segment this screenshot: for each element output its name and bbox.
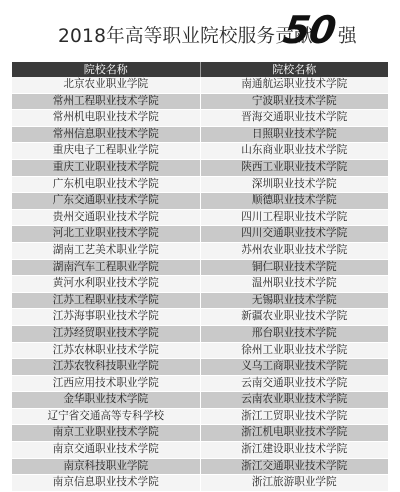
college-name-left: 重庆工业职业技术学院 xyxy=(12,159,200,176)
table-row xyxy=(12,93,388,110)
college-name-left: 贵州交通职业技术学院 xyxy=(12,209,200,226)
table-header-row xyxy=(12,62,388,77)
college-name-right: 云南农业职业技术学院 xyxy=(200,392,388,409)
college-name-left: 江西应用技术职业学院 xyxy=(12,375,200,392)
table-row xyxy=(12,309,388,326)
college-name-right: 晋海交通职业技术学院 xyxy=(200,110,388,127)
college-name-right: 四川工程职业技术学院 xyxy=(200,209,388,226)
college-name-right: 苏州农业职业技术学院 xyxy=(200,242,388,259)
college-name-left: 江苏农牧科技职业学院 xyxy=(12,359,200,376)
table-row xyxy=(12,176,388,193)
college-name-left: 常州工程职业技术学院 xyxy=(12,93,200,110)
college-name-left: 南京科技职业学院 xyxy=(12,458,200,475)
college-name-right: 温州职业技术学院 xyxy=(200,276,388,293)
table-row xyxy=(12,408,388,425)
college-name-left: 广东交通职业技术学院 xyxy=(12,193,200,210)
college-name-right: 山东商业职业技术学院 xyxy=(200,143,388,160)
table-row xyxy=(12,110,388,127)
college-name-right: 深圳职业技术学院 xyxy=(200,176,388,193)
college-name-left: 黄河水利职业技术学院 xyxy=(12,276,200,293)
table-row xyxy=(12,375,388,392)
college-name-left: 辽宁省交通高等专科学校 xyxy=(12,408,200,425)
college-name-right: 新疆农业职业技术学院 xyxy=(200,309,388,326)
college-name-right: 铜仁职业技术学院 xyxy=(200,259,388,276)
table-row xyxy=(12,126,388,143)
college-name-right: 陕西工业职业技术学院 xyxy=(200,159,388,176)
college-name-right: 邢台职业技术学院 xyxy=(200,325,388,342)
college-name-left: 江苏海事职业技术学院 xyxy=(12,309,200,326)
college-name-right: 浙江工贸职业技术学院 xyxy=(200,408,388,425)
college-name-right: 浙江建设职业技术学院 xyxy=(200,442,388,459)
college-name-right: 无锡职业技术学院 xyxy=(200,292,388,309)
college-name-left: 南京信息职业技术学院 xyxy=(12,475,200,492)
college-name-right: 四川交通职业技术学院 xyxy=(200,226,388,243)
table-row xyxy=(12,359,388,376)
table-row xyxy=(12,425,388,442)
college-name-right: 徐州工业职业技术学院 xyxy=(200,342,388,359)
college-name-left: 金华职业技术学院 xyxy=(12,392,200,409)
college-name-left: 江苏经贸职业技术学院 xyxy=(12,325,200,342)
table-row xyxy=(12,292,388,309)
college-table xyxy=(12,62,388,492)
college-name-left: 南京交通职业技术学院 xyxy=(12,442,200,459)
title-suffix: 强 xyxy=(338,26,357,47)
college-name-left: 广东机电职业技术学院 xyxy=(12,176,200,193)
college-name-right: 日照职业技术学院 xyxy=(200,126,388,143)
table-row xyxy=(12,193,388,210)
table-row xyxy=(12,77,388,93)
college-name-left: 湖南工艺美术职业学院 xyxy=(12,242,200,259)
table-body xyxy=(12,77,388,491)
college-name-right: 顺德职业技术学院 xyxy=(200,193,388,210)
college-name-right: 义乌工商职业技术学院 xyxy=(200,359,388,376)
table-row xyxy=(12,143,388,160)
college-name-left: 常州机电职业技术学院 xyxy=(12,110,200,127)
college-name-left: 南京工业职业技术学院 xyxy=(12,425,200,442)
table-row xyxy=(12,442,388,459)
table-row xyxy=(12,226,388,243)
column-header-right: 院校名称 xyxy=(200,62,388,77)
college-name-left: 江苏工程职业技术学院 xyxy=(12,292,200,309)
college-name-right: 浙江机电职业技术学院 xyxy=(200,425,388,442)
college-name-left: 河北工业职业技术学院 xyxy=(12,226,200,243)
table-row xyxy=(12,159,388,176)
college-name-left: 湖南汽车工程职业学院 xyxy=(12,259,200,276)
college-name-right: 浙江交通职业技术学院 xyxy=(200,458,388,475)
table-row xyxy=(12,392,388,409)
table-row xyxy=(12,475,388,492)
table-row xyxy=(12,242,388,259)
column-header-left: 院校名称 xyxy=(12,62,200,77)
college-name-right: 浙江旅游职业学院 xyxy=(200,475,388,492)
college-name-left: 重庆电子工程职业学院 xyxy=(12,143,200,160)
college-name-left: 江苏农林职业技术学院 xyxy=(12,342,200,359)
college-name-right: 南通航运职业技术学院 xyxy=(200,77,388,93)
college-name-left: 北京农业职业学院 xyxy=(12,77,200,93)
table-row xyxy=(12,325,388,342)
table-row xyxy=(12,458,388,475)
page-title xyxy=(0,0,400,58)
title-prefix: 2018年高等职业院校服务贡献 xyxy=(58,26,313,47)
college-name-left: 常州信息职业技术学院 xyxy=(12,126,200,143)
table-row xyxy=(12,276,388,293)
table-row xyxy=(12,342,388,359)
title-number: 50 xyxy=(280,8,338,52)
table-row xyxy=(12,259,388,276)
table-row xyxy=(12,209,388,226)
college-name-right: 云南交通职业技术学院 xyxy=(200,375,388,392)
college-name-right: 宁波职业技术学院 xyxy=(200,93,388,110)
